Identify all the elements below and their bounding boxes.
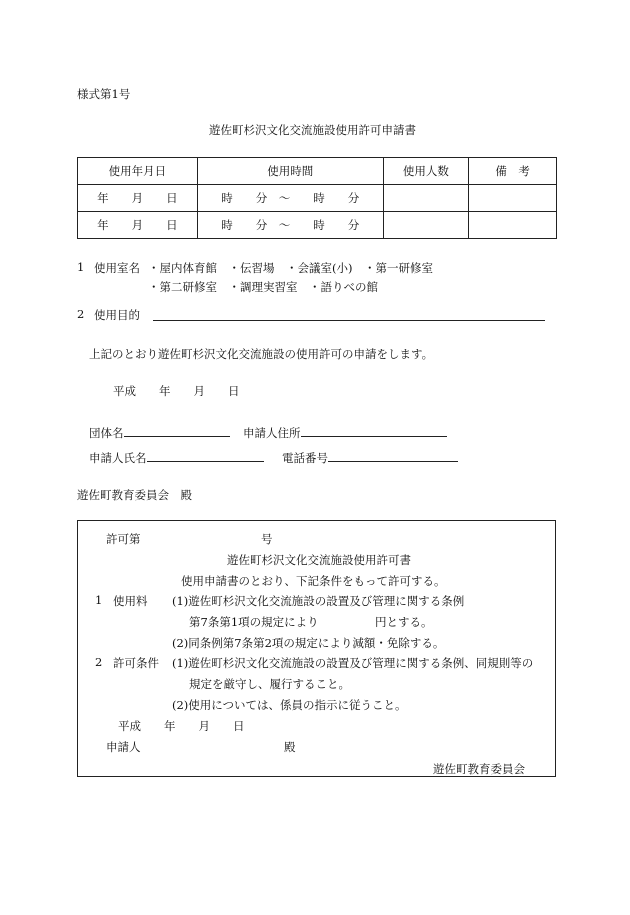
header-time: 使用時間 [197,158,383,185]
group-name-label: 団体名 [89,426,124,440]
group-name-row [89,423,230,441]
cell-date[interactable]: 年 月 日 [78,185,198,212]
applicant-name-field[interactable] [147,448,264,462]
permit-title: 遊佐町杉沢文化交流施設使用許可書 [227,553,411,567]
header-date: 使用年月日 [78,158,198,185]
permit-intro: 使用申請書のとおり、下記条件をもって許可する。 [181,574,446,588]
cell-time[interactable]: 時 分 ～ 時 分 [197,185,383,212]
fee-condition-1-cont: 第7条第1項の規定により [189,615,319,629]
applicant-name-row [89,448,264,466]
fee-condition-1: (1)遊佐町杉沢文化交流施設の設置及び管理に関する条例 [172,594,465,608]
statement-text: 上記のとおり遊佐町杉沢文化交流施設の使用許可の申請をします。 [89,347,434,361]
address-field[interactable] [301,423,447,437]
permit-no-label: 許可第 [106,532,141,546]
header-note: 備 考 [469,158,557,185]
permit-applicant-label: 申請人 [106,740,141,754]
fee-amount-suffix: 円とする。 [375,615,433,629]
purpose-label: 使用目的 [94,308,140,322]
applicant-name-label: 申請人氏名 [89,451,147,465]
table-row [78,185,557,212]
permit-honorific: 殿 [284,740,296,754]
page-title: 遊佐町杉沢文化交流施設使用許可申請書 [209,123,416,137]
group-name-field[interactable] [124,423,230,437]
rooms-label: 使用室名 [94,261,140,275]
phone-label: 電話番号 [282,451,328,465]
permit-section [77,520,556,777]
purpose-input-line[interactable] [153,320,545,321]
fee-number: 1 [95,593,103,607]
cell-people[interactable] [383,212,469,239]
apply-date[interactable]: 平成 年 月 日 [113,384,240,398]
permit-no-suffix: 号 [261,532,273,546]
conditions-label: 許可条件 [113,656,159,670]
fee-label: 使用料 [113,594,148,608]
condition-2: (2)使用については、係員の指示に従うこと。 [172,698,407,712]
condition-1: (1)遊佐町杉沢文化交流施設の設置及び管理に関する条例、同規則等の [172,656,534,670]
address-label: 申請人住所 [243,426,301,440]
condition-1-cont: 規定を厳守し、履行すること。 [189,677,350,691]
phone-row [282,448,458,466]
purpose-number: 2 [77,307,85,321]
conditions-number: 2 [95,655,103,669]
usage-table [77,157,557,239]
header-people: 使用人数 [383,158,469,185]
permit-date[interactable]: 平成 年 月 日 [118,719,245,733]
table-row [78,212,557,239]
permit-issuer: 遊佐町教育委員会 [433,762,525,776]
cell-note[interactable] [469,212,557,239]
form-number: 様式第1号 [77,87,131,101]
cell-time[interactable]: 時 分 ～ 時 分 [197,212,383,239]
address-row [243,423,447,441]
rooms-list-line2: ・第二研修室 ・調理実習室 ・語りべの館 [148,280,378,294]
phone-field[interactable] [328,448,458,462]
cell-people[interactable] [383,185,469,212]
addressee: 遊佐町教育委員会 殿 [77,488,192,502]
fee-condition-2: (2)同条例第7条第2項の規定により減額・免除する。 [172,636,445,650]
cell-note[interactable] [469,185,557,212]
table-header-row [78,158,557,185]
rooms-list-line1: ・屋内体育館 ・伝習場 ・会議室(小) ・第一研修室 [148,261,433,275]
cell-date[interactable]: 年 月 日 [78,212,198,239]
rooms-number: 1 [77,260,85,274]
